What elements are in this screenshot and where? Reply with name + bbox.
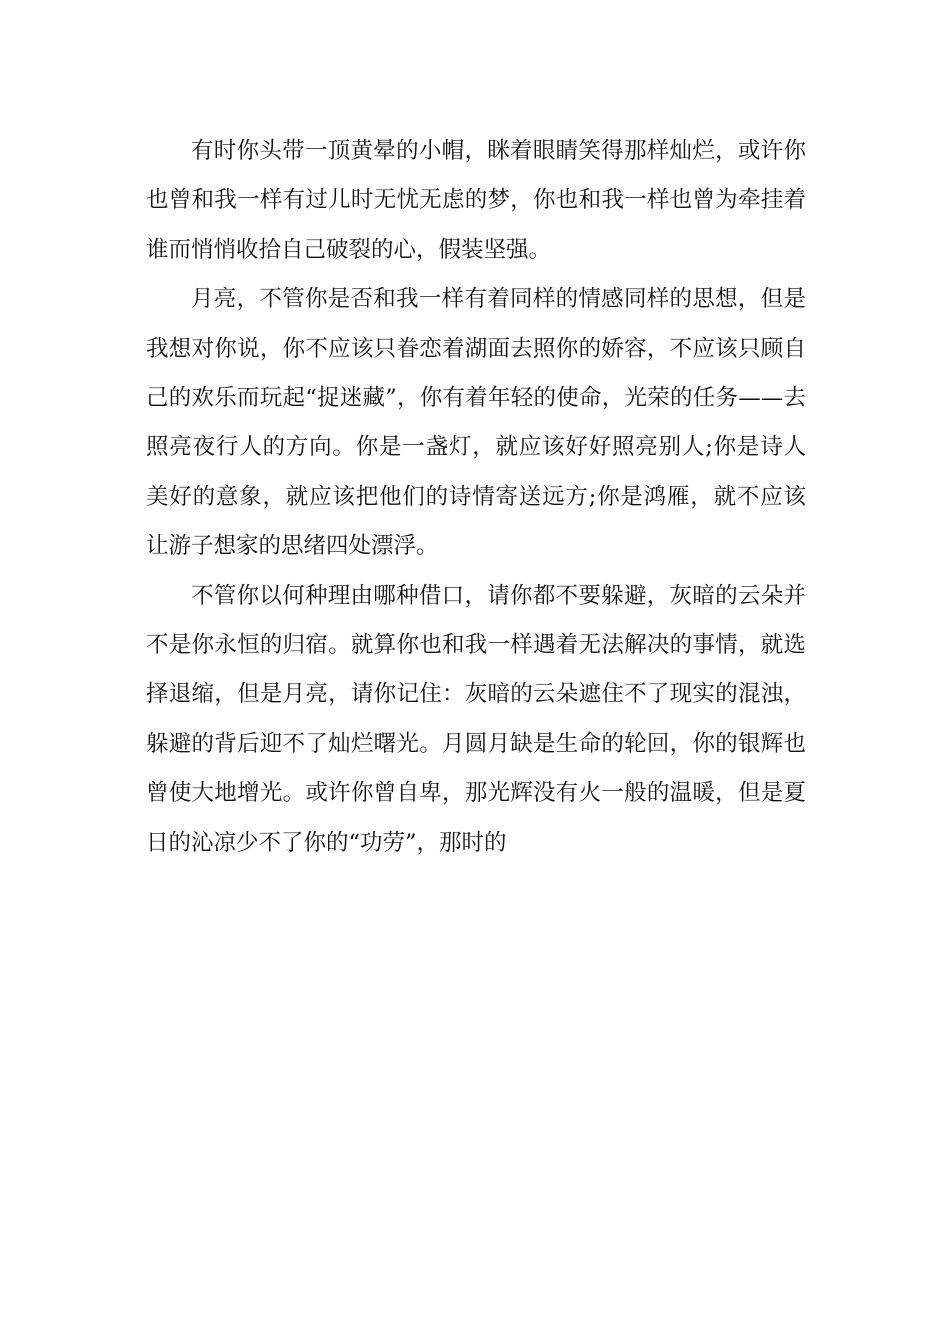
- document-page: [146, 127, 806, 868]
- paragraph-2: 月亮，不管你是否和我一样有着同样的情感同样的思想，但是我想对你说，你不应该只眷恋着湖面去照你的娇容，不应该只顾自己的欢乐而玩起“捉迷藏”，你有着年轻的使命，光荣的任务——去照亮夜行人的方向。你是一盏灯，就应该好好照亮别人;你是诗人美好的意象，就应该把他们的诗情寄送远方;你是鸿雁，就不应该让游子想家的思绪四处漂浮。: [146, 286, 806, 560]
- paragraph-3: 不管你以何种理由哪种借口，请你都不要躲避，灰暗的云朵并不是你永恒的归宿。就算你也和我一样遇着无法解决的事情，就选择退缩，但是月亮，请你记住：灰暗的云朵遮住不了现实的混浊，躲避的背后迎不了灿烂曙光。月圆月缺是生命的轮回，你的银辉也曾使大地增光。或许你曾自卑，那光辉没有火一般的温暖，但是夏日的沁凉少不了你的“功劳”，那时的: [146, 582, 806, 856]
- paragraph-1: 有时你头带一顶黄晕的小帽，眯着眼睛笑得那样灿烂，或许你也曾和我一样有过儿时无忧无虑的梦，你也和我一样也曾为牵挂着谁而悄悄收拾自己破裂的心，假装坚强。: [146, 138, 806, 263]
